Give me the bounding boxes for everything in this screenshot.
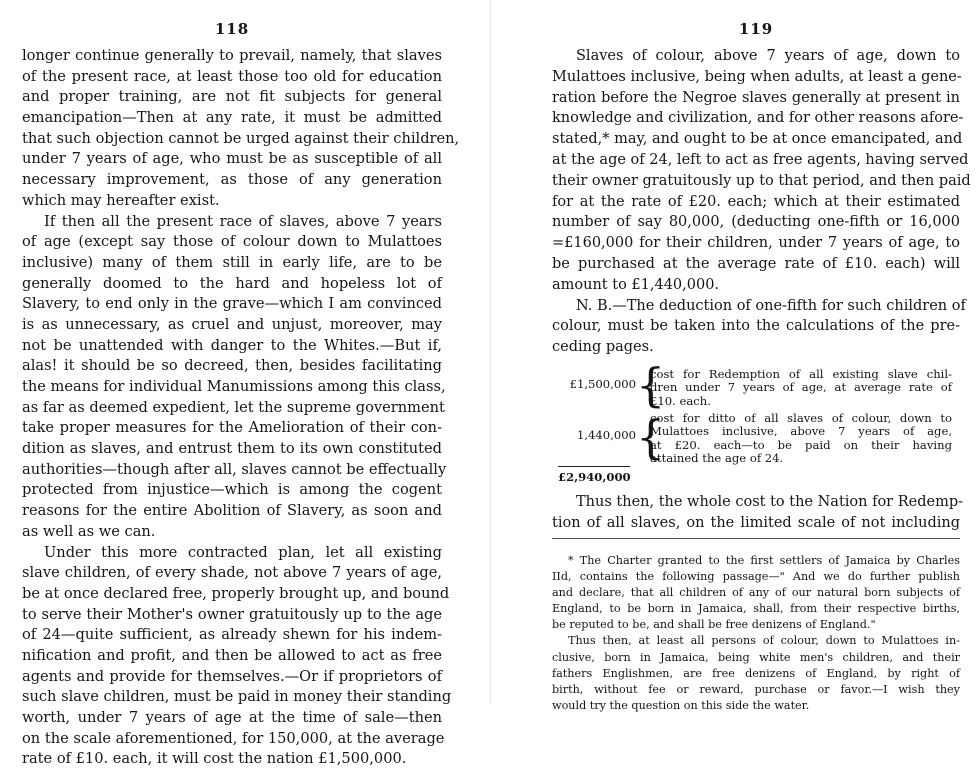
text-line: longer continue generally to prevail, namely, that slaves bbox=[22, 47, 442, 64]
calc-description bbox=[650, 368, 952, 409]
text-line: knowledge and civilization, and for other reasons afore- bbox=[552, 110, 964, 127]
text-line: birth, without fee or reward, purchase or favor.—I wish they bbox=[552, 683, 960, 697]
text-line: colour, must be taken into the calculations of the pre- bbox=[552, 318, 960, 335]
gutter bbox=[490, 0, 491, 704]
calc-description bbox=[650, 412, 952, 466]
text-line: clusive, born in Jamaica, being white men's children, and their bbox=[552, 650, 960, 664]
right-page-continuation bbox=[552, 492, 964, 534]
text-line: protected from injustice—which is among the cogent bbox=[22, 481, 442, 499]
footnote bbox=[552, 553, 960, 715]
text-line: such slave children, must be paid in money their standing bbox=[22, 688, 452, 706]
calc-description-line: £10. each. bbox=[650, 393, 711, 408]
text-line: and proper training, are not fit subjects for general bbox=[22, 88, 442, 106]
text-line: which may hereafter exist. bbox=[22, 191, 220, 209]
text-line: as well as we can. bbox=[22, 522, 156, 540]
text-line: Mulattoes inclusive, being when adults, at least a gene- bbox=[552, 68, 962, 85]
text-line: authorities—though after all, slaves cannot be effectually bbox=[22, 460, 447, 478]
text-line: IId, contains the following passage—" And we do further publish bbox=[552, 569, 960, 583]
text-line: worth, under 7 years of age at the time of sale—then bbox=[22, 709, 442, 726]
text-line: for at the rate of £20. each; which at their estimated bbox=[552, 193, 960, 210]
text-line: reasons for the entire Abolition of Slavery, as soon and bbox=[22, 502, 442, 520]
page-number-left: 118 bbox=[214, 20, 250, 38]
page-number-right: 119 bbox=[738, 20, 774, 38]
right-page bbox=[552, 20, 971, 714]
text-line: Slavery, to end only in the grave—which I am convinced bbox=[22, 295, 442, 313]
text-line: Thus then, the whole cost to the Nation for Redemp- bbox=[576, 493, 964, 510]
text-line: be reputed to be, and shall be free denizens of England." bbox=[552, 618, 876, 632]
text-line: be purchased at the average rate of £10. each) will bbox=[552, 255, 960, 272]
text-line: number of say 80,000, (deducting one-fifth or 16,000 bbox=[552, 214, 960, 231]
calc-description-line: dren under 7 years of age, at average rate of bbox=[650, 380, 952, 395]
text-line: =£160,000 for their children, under 7 years of age, to bbox=[552, 235, 960, 252]
footnote-divider bbox=[552, 538, 960, 539]
text-line: not be unattended with danger to the Whites.—But if, bbox=[22, 336, 442, 354]
text-line: emancipation—Then at any rate, it must be admitted bbox=[22, 109, 442, 127]
text-line: ceding pages. bbox=[552, 339, 654, 356]
left-page bbox=[22, 20, 460, 770]
text-line: dition as slaves, and entrust them to its own constituted bbox=[22, 440, 442, 458]
text-line: at the age of 24, left to act as free agents, having served bbox=[552, 151, 969, 168]
brace-glyph: { bbox=[636, 357, 666, 412]
text-line: agents and provide for themselves.—Or if proprietors of bbox=[22, 667, 442, 685]
text-line: of 24—quite sufficient, as already shewn for his indem- bbox=[22, 626, 442, 644]
text-line: alas! it should be so decreed, then, besides facilitating bbox=[22, 357, 442, 375]
text-line: stated,* may, and ought to be at once emancipated, and bbox=[552, 131, 963, 148]
text-line: take proper measures for the Amelioration of their con- bbox=[22, 419, 442, 437]
calc-total: £2,940,000 bbox=[558, 469, 631, 484]
text-line: Under this more contracted plan, let all existing bbox=[44, 543, 442, 561]
text-line: inclusive) many of them still in early life, are to be bbox=[22, 253, 442, 271]
text-line: generally doomed to the hard and hopeless lot of bbox=[22, 274, 442, 292]
text-line: on the scale aforementioned, for 150,000, at the average bbox=[22, 729, 445, 747]
text-line: tion of all slaves, on the limited scale of not including bbox=[552, 514, 960, 531]
left-page-text bbox=[22, 46, 460, 770]
text-line: Thus then, at least all persons of colour, down to Mulattoes in- bbox=[568, 634, 960, 648]
text-line: nification and profit, and then be allowed to act as free bbox=[22, 646, 442, 664]
text-line: N. B.—The deduction of one-fifth for such children of bbox=[576, 297, 966, 314]
calc-amount: 1,440,000 bbox=[576, 427, 636, 442]
text-line: England, to be born in Jamaica, shall, from their respective births, bbox=[552, 602, 960, 616]
text-line: * The Charter granted to the first settlers of Jamaica by Charles bbox=[568, 553, 960, 567]
right-page-text bbox=[552, 46, 971, 358]
text-line: fathers Englishmen, are free denizens of England, by right of bbox=[552, 666, 960, 680]
text-line: of age (except say those of colour down to Mulattoes bbox=[22, 233, 442, 251]
text-line: necessary improvement, as those of any generation bbox=[22, 171, 442, 189]
text-line: Slaves of colour, above 7 years of age, down to bbox=[576, 48, 960, 64]
calc-description-line: at £20. each—to be paid on their having bbox=[650, 437, 952, 452]
calc-amount: £1,500,000 bbox=[569, 376, 636, 391]
calc-description-line: Mulattoes inclusive, above 7 years of age, bbox=[650, 424, 952, 439]
text-line: the means for individual Manumissions among this class, bbox=[22, 378, 446, 395]
sum-rule bbox=[558, 466, 630, 467]
text-line: is as unnecessary, as cruel and unjust, moreover, may bbox=[22, 315, 442, 333]
text-line: as far as deemed expedient, let the supreme government bbox=[22, 398, 445, 416]
text-line: to serve their Mother's owner gratuitously up to the age bbox=[22, 605, 442, 623]
text-line: their owner gratuitously up to that period, and then paid bbox=[552, 172, 971, 189]
calc-description-line: attained the age of 24. bbox=[650, 451, 784, 466]
text-line: that such objection cannot be urged against their children, bbox=[22, 129, 460, 147]
text-line: If then all the present race of slaves, above 7 years bbox=[44, 212, 442, 230]
text-line: slave children, of every shade, not above 7 years of age, bbox=[22, 564, 442, 582]
brace-glyph: { bbox=[636, 409, 666, 464]
text-line: of the present race, at least those too old for education bbox=[22, 67, 442, 85]
text-line: and declare, that all children of any of our natural born subjects of bbox=[552, 585, 960, 599]
text-line: ration before the Negroe slaves generally at present in bbox=[552, 89, 960, 106]
cost-calculation bbox=[552, 357, 960, 492]
text-line: under 7 years of age, who must be as susceptible of all bbox=[22, 150, 442, 168]
calc-description-line: cost for Redemption of all existing slave chil- bbox=[650, 366, 952, 381]
calc-description-line: cost for ditto of all slaves of colour, down to bbox=[650, 410, 952, 425]
text-line: amount to £1,440,000. bbox=[552, 276, 720, 293]
text-line: rate of £10. each, it will cost the nation £1,500,000. bbox=[22, 750, 407, 768]
text-line: be at once declared free, properly brought up, and bound bbox=[22, 584, 450, 602]
text-line: would try the question on this side the water. bbox=[552, 699, 810, 713]
